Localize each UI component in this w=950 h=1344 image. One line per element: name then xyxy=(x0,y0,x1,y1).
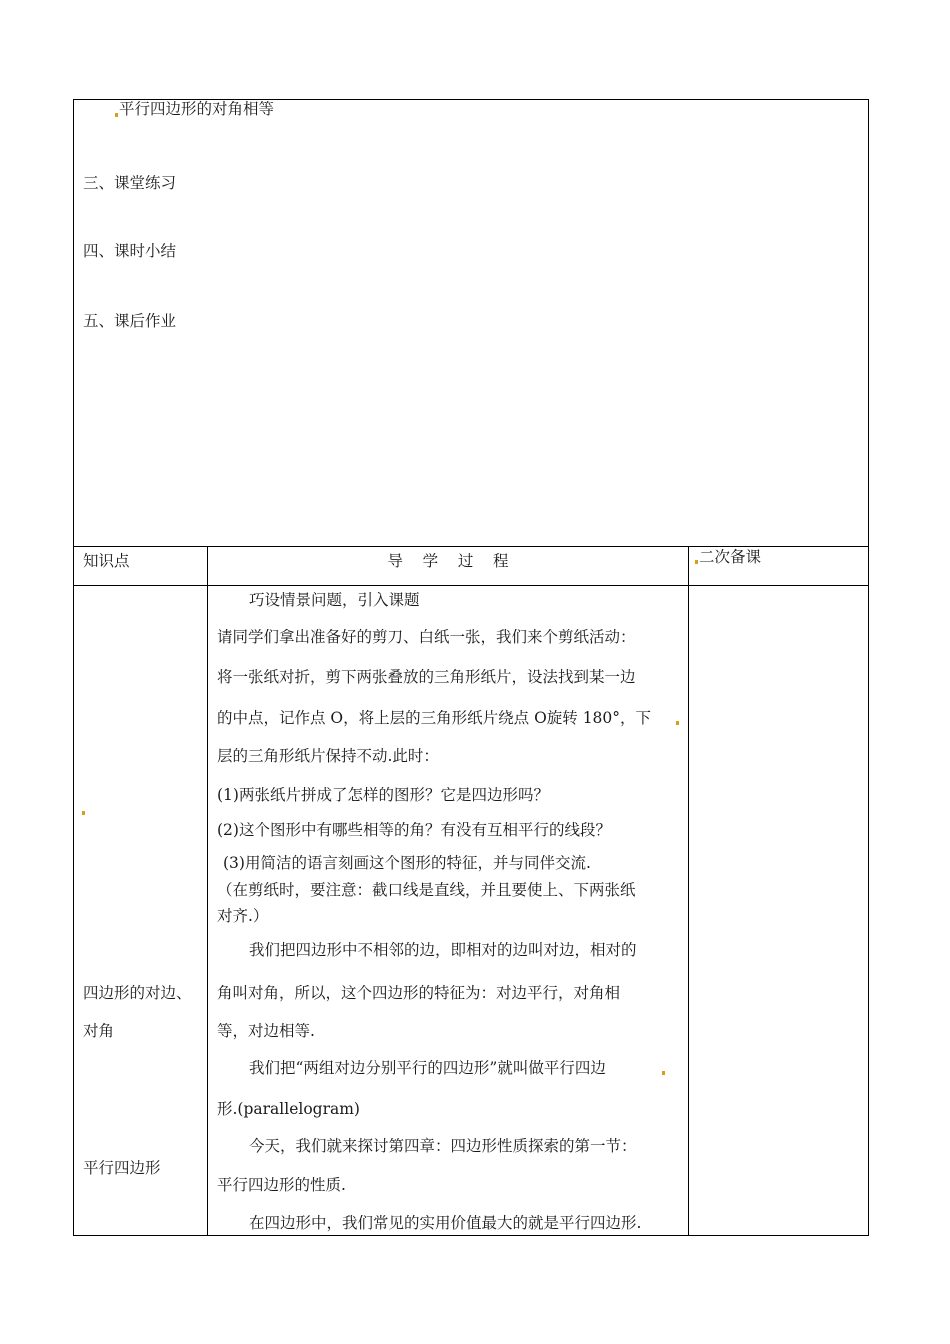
process-line: 将一张纸对折，剪下两张叠放的三角形纸片，设法找到某一边 xyxy=(217,668,636,686)
marker-dot xyxy=(115,113,118,117)
column-divider-2 xyxy=(688,546,689,1236)
column-divider-1 xyxy=(207,546,208,1236)
process-line: (2)这个图形中有哪些相等的角？有没有互相平行的线段？ xyxy=(217,821,611,839)
process-line: 平行四边形的性质. xyxy=(217,1176,346,1194)
process-line: 形.(parallelogram) xyxy=(217,1100,360,1118)
outer-right-border xyxy=(868,99,869,1236)
process-line: 我们把“两组对边分别平行的四边形”就叫做平行四边 xyxy=(249,1059,606,1077)
process-line: 今天，我们就来探讨第四章：四边形性质探索的第一节： xyxy=(249,1137,637,1155)
process-line: （在剪纸时，要注意：截口线是直线，并且要使上、下两张纸 xyxy=(217,881,636,899)
header-knowledge-point: 知识点 xyxy=(83,552,130,570)
top-line-1: 平行四边形的对角相等 xyxy=(119,100,275,118)
process-line: 我们把四边形中不相邻的边，即相对的边叫对边，相对的 xyxy=(249,941,637,959)
process-line: 在四边形中，我们常见的实用价值最大的就是平行四边形. xyxy=(249,1214,642,1232)
section-heading-practice: 三、课堂练习 xyxy=(83,174,177,192)
marker-dot xyxy=(82,811,85,815)
header-second-preparation: 二次备课 xyxy=(699,548,762,566)
outer-left-border xyxy=(73,99,74,1236)
process-line: 巧设情景问题，引入课题 xyxy=(249,591,420,609)
process-line: 层的三角形纸片保持不动.此时： xyxy=(217,747,439,765)
marker-dot xyxy=(695,560,698,564)
knowledge-item-1-line-2: 对角 xyxy=(83,1022,115,1040)
process-line: (1)两张纸片拼成了怎样的图形？它是四边形吗？ xyxy=(217,786,549,804)
marker-dot xyxy=(676,721,679,725)
process-line: (3)用简洁的语言刻画这个图形的特征，并与同伴交流. xyxy=(223,854,591,872)
knowledge-item-2: 平行四边形 xyxy=(83,1159,161,1177)
section-heading-summary: 四、课时小结 xyxy=(83,242,177,260)
process-line: 角叫对角，所以，这个四边形的特征为：对边平行，对角相 xyxy=(217,984,621,1002)
process-line: 请同学们拿出准备好的剪刀、白纸一张，我们来个剪纸活动： xyxy=(217,628,636,646)
header-guided-process: 导 学 过 程 xyxy=(387,552,509,570)
process-line: 等，对边相等. xyxy=(217,1022,315,1040)
section-heading-homework: 五、课后作业 xyxy=(83,312,177,330)
process-line: 对齐.） xyxy=(217,907,269,925)
process-line: 的中点，记作点 O，将上层的三角形纸片绕点 O旋转 180°，下 xyxy=(217,709,652,727)
knowledge-item-1-line-1: 四边形的对边、 xyxy=(83,984,192,1002)
marker-dot xyxy=(662,1071,665,1075)
outer-bottom-border xyxy=(73,1235,869,1236)
header-bottom-border xyxy=(73,585,869,586)
